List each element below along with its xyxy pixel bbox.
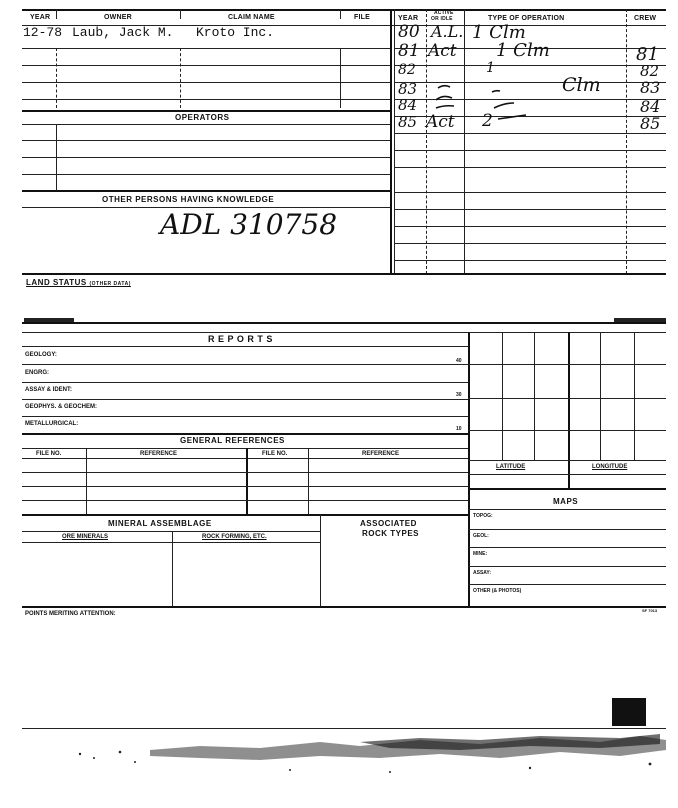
op-active-85: Act (426, 112, 455, 132)
op-type-81: 1 Clm (496, 40, 550, 61)
header-or-idle: OR IDLE (431, 16, 453, 22)
op-year-84: 84 (398, 96, 418, 114)
op-crew-82: 82 (640, 62, 660, 80)
ref-file-no-2: FILE NO. (262, 451, 288, 457)
associated-rock-types-2: ROCK TYPES (362, 529, 420, 538)
ditto-marks (426, 64, 666, 124)
report-metallurgical: METALLURGICAL: (25, 421, 79, 427)
points-meriting-attention: POINTS MERITING ATTENTION: (25, 611, 116, 617)
ref-file-no-1: FILE NO. (36, 451, 62, 457)
op-type-80: 1 Clm (472, 22, 526, 43)
op-type-85: 2 (482, 111, 493, 131)
entry-year: 12-78 (23, 25, 63, 40)
op-crew-85: 85 (640, 114, 661, 133)
header-claim-name: CLAIM NAME (228, 14, 275, 21)
op-type-82: 1 (486, 60, 495, 76)
header-owner: OWNER (104, 14, 132, 21)
op-crew-84: 84 (640, 97, 661, 116)
associated-rock-types-1: ASSOCIATED (360, 519, 417, 528)
op-crew-83: 83 (640, 78, 661, 97)
scan-mark (612, 698, 646, 726)
rock-forming-label: ROCK FORMING, ETC. (202, 534, 267, 540)
op-year-85: 85 (398, 113, 418, 131)
land-status-title (26, 278, 131, 287)
ref-reference-1: REFERENCE (140, 451, 178, 457)
header-active: ACTIVE (434, 10, 454, 16)
other-persons-title: OTHER PERSONS HAVING KNOWLEDGE (102, 195, 275, 204)
report-geology-code: 40 (456, 358, 462, 364)
report-geophys: GEOPHYS. & GEOCHEM: (25, 404, 98, 410)
report-geology: GEOLOGY: (25, 352, 57, 358)
maps-other: OTHER (& PHOTOS) (473, 588, 522, 594)
op-year-80: 80 (398, 22, 420, 42)
header-type-of-operation: TYPE OF OPERATION (488, 15, 565, 22)
report-metallurgical-code: 10 (456, 426, 462, 432)
op-active-80: A.L. (431, 22, 464, 41)
ore-minerals-label: ORE MINERALS (62, 534, 109, 540)
entry-owner: Laub, Jack M. (72, 25, 174, 40)
op-extra-83: Clm (562, 74, 601, 96)
header-crew: CREW (634, 15, 657, 22)
scan-noise-strip (60, 728, 670, 778)
reports-title: R E P O R T S (208, 334, 273, 344)
op-crew-81: 81 (636, 44, 659, 65)
report-assay-code: 30 (456, 392, 462, 398)
header-year: YEAR (30, 14, 51, 21)
op-year-81: 81 (398, 41, 420, 61)
header-year-2: YEAR (398, 15, 419, 22)
form-number: SF 7013 (642, 608, 658, 613)
other-persons-value: ADL 310758 (160, 208, 338, 241)
ref-reference-2: REFERENCE (362, 451, 400, 457)
maps-mine: MINE: (473, 551, 488, 557)
maps-topog: TOPOG: (473, 513, 493, 519)
maps-title: MAPS (553, 497, 579, 506)
op-year-82: 82 (398, 62, 416, 78)
operators-title: OPERATORS (175, 113, 230, 122)
report-engrg: ENGRG: (25, 370, 49, 376)
op-year-83: 83 (398, 80, 418, 98)
maps-geol: GEOL: (473, 533, 489, 539)
header-file: FILE (354, 14, 370, 21)
op-active-81: Act (428, 41, 457, 61)
land-status-sub: (OTHER DATA) (89, 281, 131, 287)
maps-assay: ASSAY: (473, 570, 492, 576)
general-references-title: GENERAL REFERENCES (180, 436, 285, 445)
longitude-label: LONGITUDE (592, 464, 628, 470)
entry-claim-name: Kroto Inc. (196, 25, 275, 40)
mineral-assemblage-title: MINERAL ASSEMBLAGE (108, 519, 212, 528)
report-assay: ASSAY & IDENT: (25, 387, 73, 393)
latitude-label: LATITUDE (496, 464, 526, 470)
land-status-label: LAND STATUS (26, 278, 87, 287)
